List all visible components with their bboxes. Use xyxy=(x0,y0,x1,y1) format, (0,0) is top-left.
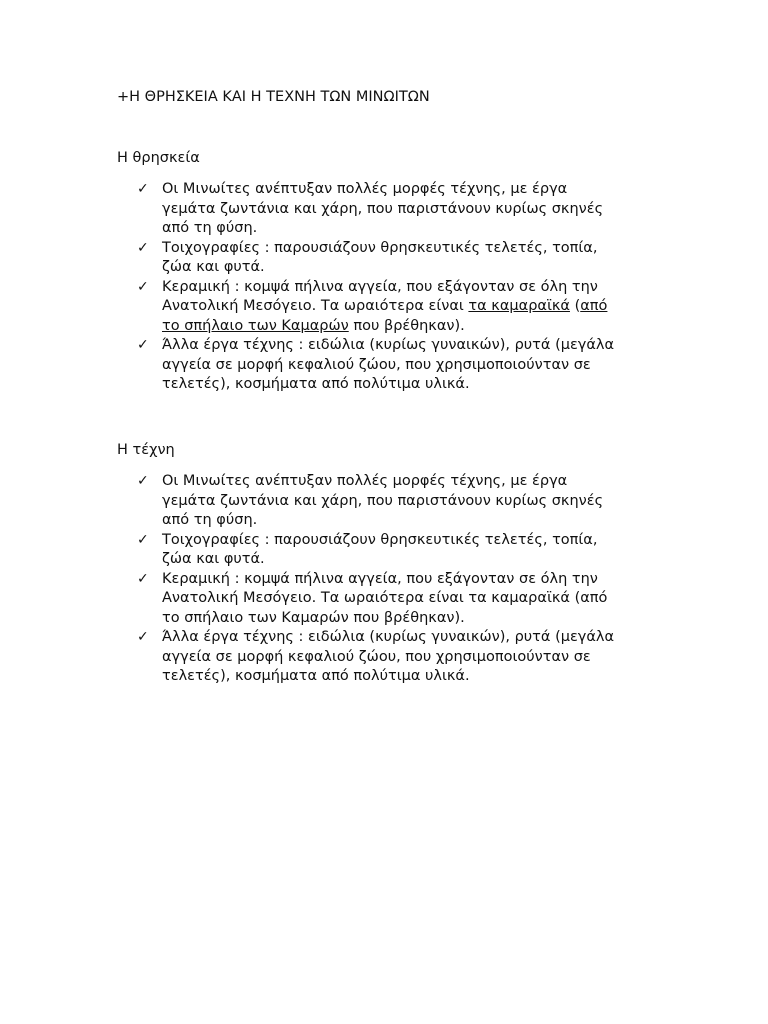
list-item xyxy=(137,628,657,687)
check-icon: ✓ xyxy=(137,473,149,489)
religion-bullet-list xyxy=(137,180,657,395)
item-text-line: αγγεία σε μορφή κεφαλιού ζώου, που χρησιμοποιούνταν σε xyxy=(162,648,591,665)
check-icon: ✓ xyxy=(137,181,149,197)
list-item xyxy=(137,531,657,570)
list-item xyxy=(137,472,657,531)
item-text-line: Ανατολική Μεσόγειο. Τα ωραιότερα είναι τα καμαραϊκά (από xyxy=(162,590,608,606)
item-text-line: τελετές), κοσμήματα από πολύτιμα υλικά. xyxy=(162,668,470,684)
section-heading-religion: Η θρησκεία xyxy=(117,150,200,166)
item-text-line: ζώα και φυτά. xyxy=(162,259,265,275)
check-icon: ✓ xyxy=(137,629,149,645)
document-title: +Η ΘΡΗΣΚΕΙΑ ΚΑΙ Η ΤΕΧΝΗ ΤΩΝ ΜΙΝΩΙΤΩΝ xyxy=(117,89,430,105)
item-text-line: Οι Μινωίτες ανέπτυξαν πολλές μορφές τέχνης, με έργα xyxy=(162,181,568,197)
item-text-line: τελετές), κοσμήματα από πολύτιμα υλικά. xyxy=(162,376,470,392)
kamares-ware-link[interactable]: τα καμαραϊκά xyxy=(468,298,570,314)
check-icon: ✓ xyxy=(137,239,149,256)
item-text-line: γεμάτα ζωντάνια και χάρη, που παριστάνουν κυρίως σκηνές xyxy=(162,492,604,509)
section-heading-art: Η τέχνη xyxy=(117,442,175,458)
kamares-cave-link[interactable]: το σπήλαιο των Καμαρών xyxy=(162,317,349,334)
list-item xyxy=(137,180,657,239)
check-icon: ✓ xyxy=(137,278,149,295)
item-text-line: Τοιχογραφίες : παρουσιάζουν θρησκευτικές τελετές, τοπία, xyxy=(162,239,598,256)
item-text-line: Τοιχογραφίες : παρουσιάζουν θρησκευτικές τελετές, τοπία, xyxy=(162,531,598,548)
list-item xyxy=(137,239,657,278)
item-text-line xyxy=(162,317,657,337)
list-item xyxy=(137,336,657,395)
item-text-line: Άλλα έργα τέχνης : ειδώλια (κυρίως γυναικών), ρυτά (μεγάλα xyxy=(162,629,615,645)
check-icon: ✓ xyxy=(137,337,149,353)
check-icon: ✓ xyxy=(137,570,149,587)
item-text-line: Άλλα έργα τέχνης : ειδώλια (κυρίως γυναικών), ρυτά (μεγάλα xyxy=(162,337,615,353)
item-text-line: από τη φύση. xyxy=(162,512,258,528)
kamares-cave-link[interactable]: από xyxy=(580,298,608,314)
item-text-fragment: Ανατολική Μεσόγειο. Τα ωραιότερα είναι xyxy=(162,298,469,314)
item-text-line: Κεραμική : κομψά πήλινα αγγεία, που εξάγονταν σε όλη την xyxy=(162,570,598,587)
item-text-line: Οι Μινωίτες ανέπτυξαν πολλές μορφές τέχνης, με έργα xyxy=(162,473,568,489)
item-text-line: αγγεία σε μορφή κεφαλιού ζώου, που χρησιμοποιούνταν σε xyxy=(162,356,591,373)
art-bullet-list xyxy=(137,472,657,687)
item-text-line: γεμάτα ζωντάνια και χάρη, που παριστάνουν κυρίως σκηνές xyxy=(162,200,604,217)
item-text-fragment: που βρέθηκαν). xyxy=(348,317,465,334)
list-item xyxy=(137,278,657,337)
item-text-line: από τη φύση. xyxy=(162,220,258,236)
item-text-line: ζώα και φυτά. xyxy=(162,551,265,567)
item-text-fragment: ( xyxy=(569,298,581,314)
item-text-line: το σπήλαιο των Καμαρών που βρέθηκαν). xyxy=(162,609,465,626)
list-item xyxy=(137,570,657,629)
check-icon: ✓ xyxy=(137,531,149,548)
item-text-line xyxy=(162,297,657,317)
item-text-line: Κεραμική : κομψά πήλινα αγγεία, που εξάγονταν σε όλη την xyxy=(162,278,598,295)
